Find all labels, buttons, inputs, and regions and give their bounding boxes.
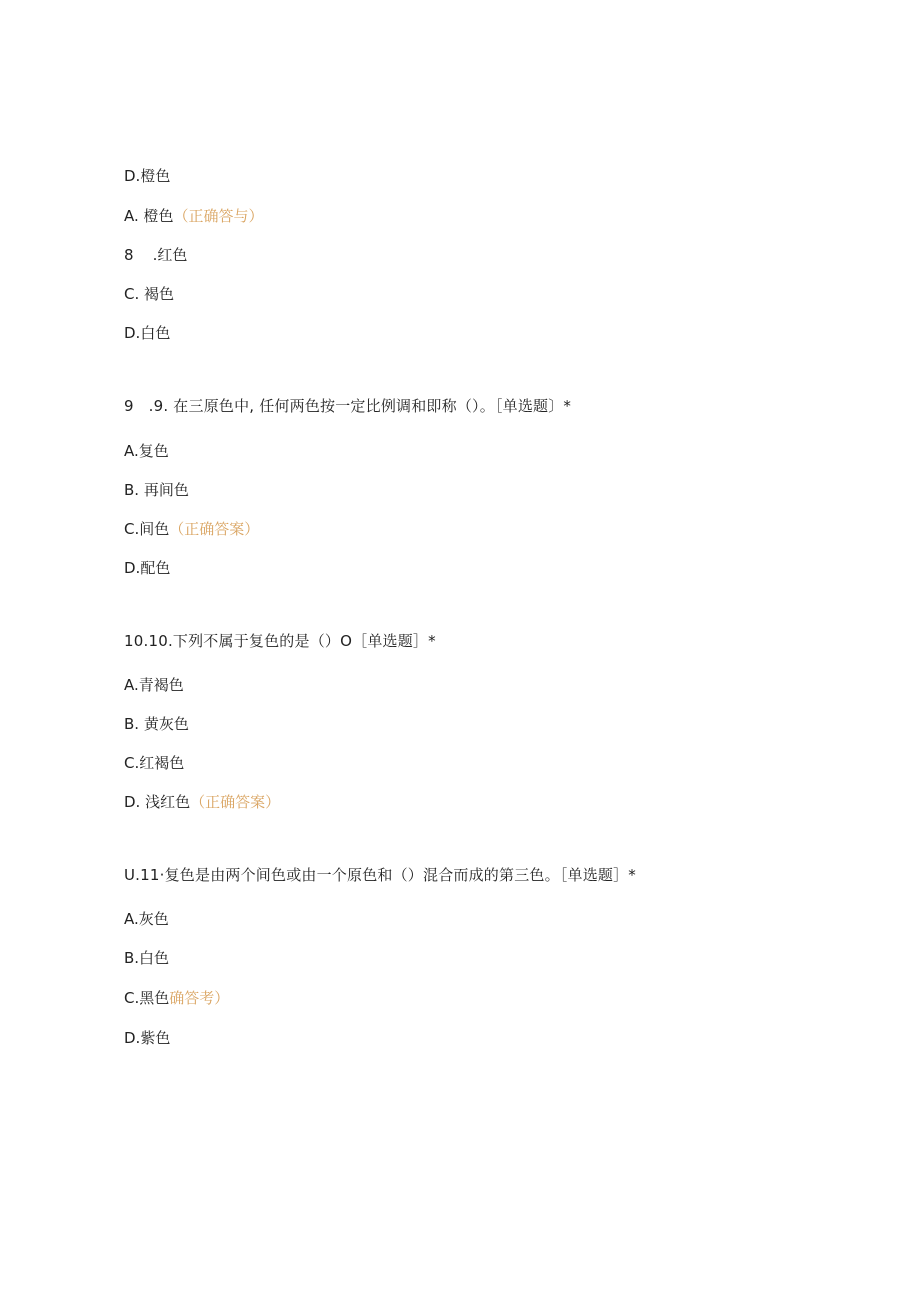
- option-text: D. 浅红色: [124, 793, 191, 811]
- q9-option-b: [124, 480, 189, 500]
- question-10: [124, 631, 436, 651]
- q10-option-a: [124, 675, 184, 695]
- option-d-orange: [124, 166, 170, 186]
- q10-option-b: [124, 714, 189, 734]
- option-text: A. 橙色: [124, 207, 174, 225]
- option-text: D.白色: [124, 324, 171, 342]
- question-text: U.11·复色是由两个间色或由一个原色和（）混合而成的第三色。［单选题］*: [124, 866, 637, 884]
- option-text: C.红褐色: [124, 754, 185, 772]
- option-text: D.橙色: [124, 167, 171, 185]
- option-text: C.间色: [124, 520, 170, 538]
- q9-option-c: [124, 519, 259, 539]
- correct-answer-tag: （正确答与）: [173, 207, 264, 225]
- option-text: B.白色: [124, 949, 170, 967]
- option-a-orange: [124, 206, 264, 226]
- correct-answer-tag: （正确答案）: [190, 793, 281, 811]
- q9-option-d: [124, 558, 170, 578]
- option-text: B. 再间色: [124, 481, 189, 499]
- question-11: [124, 865, 636, 885]
- question-text: 10.10.下列不属于复色的是（）O［单选题］*: [124, 632, 436, 650]
- option-text: D.紫色: [124, 1029, 171, 1047]
- option-d-white: [124, 323, 170, 343]
- q11-option-b: [124, 948, 169, 968]
- option-text: A.复色: [124, 442, 169, 460]
- option-text: C.黑色: [124, 989, 170, 1007]
- q11-option-a: [124, 909, 169, 929]
- question-text: 9 .9. 在三原色中, 任何两色按一定比例调和即称（）。［单选题〕*: [124, 397, 572, 415]
- q11-option-d: [124, 1028, 170, 1048]
- option-b-red: [124, 245, 187, 265]
- q10-option-d: [124, 792, 280, 812]
- question-9: [124, 396, 571, 416]
- option-text: B. 黄灰色: [124, 715, 189, 733]
- correct-answer-tag: 确答考）: [169, 989, 230, 1007]
- option-text: A.灰色: [124, 910, 169, 928]
- option-c-brown: [124, 284, 174, 304]
- option-text: A.青褐色: [124, 676, 184, 694]
- q10-option-c: [124, 753, 184, 773]
- correct-answer-tag: （正确答案）: [169, 520, 260, 538]
- q9-option-a: [124, 441, 169, 461]
- option-text: D.配色: [124, 559, 171, 577]
- option-text: C. 褐色: [124, 285, 175, 303]
- q11-option-c: [124, 988, 229, 1008]
- option-text: 8 .红色: [124, 246, 188, 264]
